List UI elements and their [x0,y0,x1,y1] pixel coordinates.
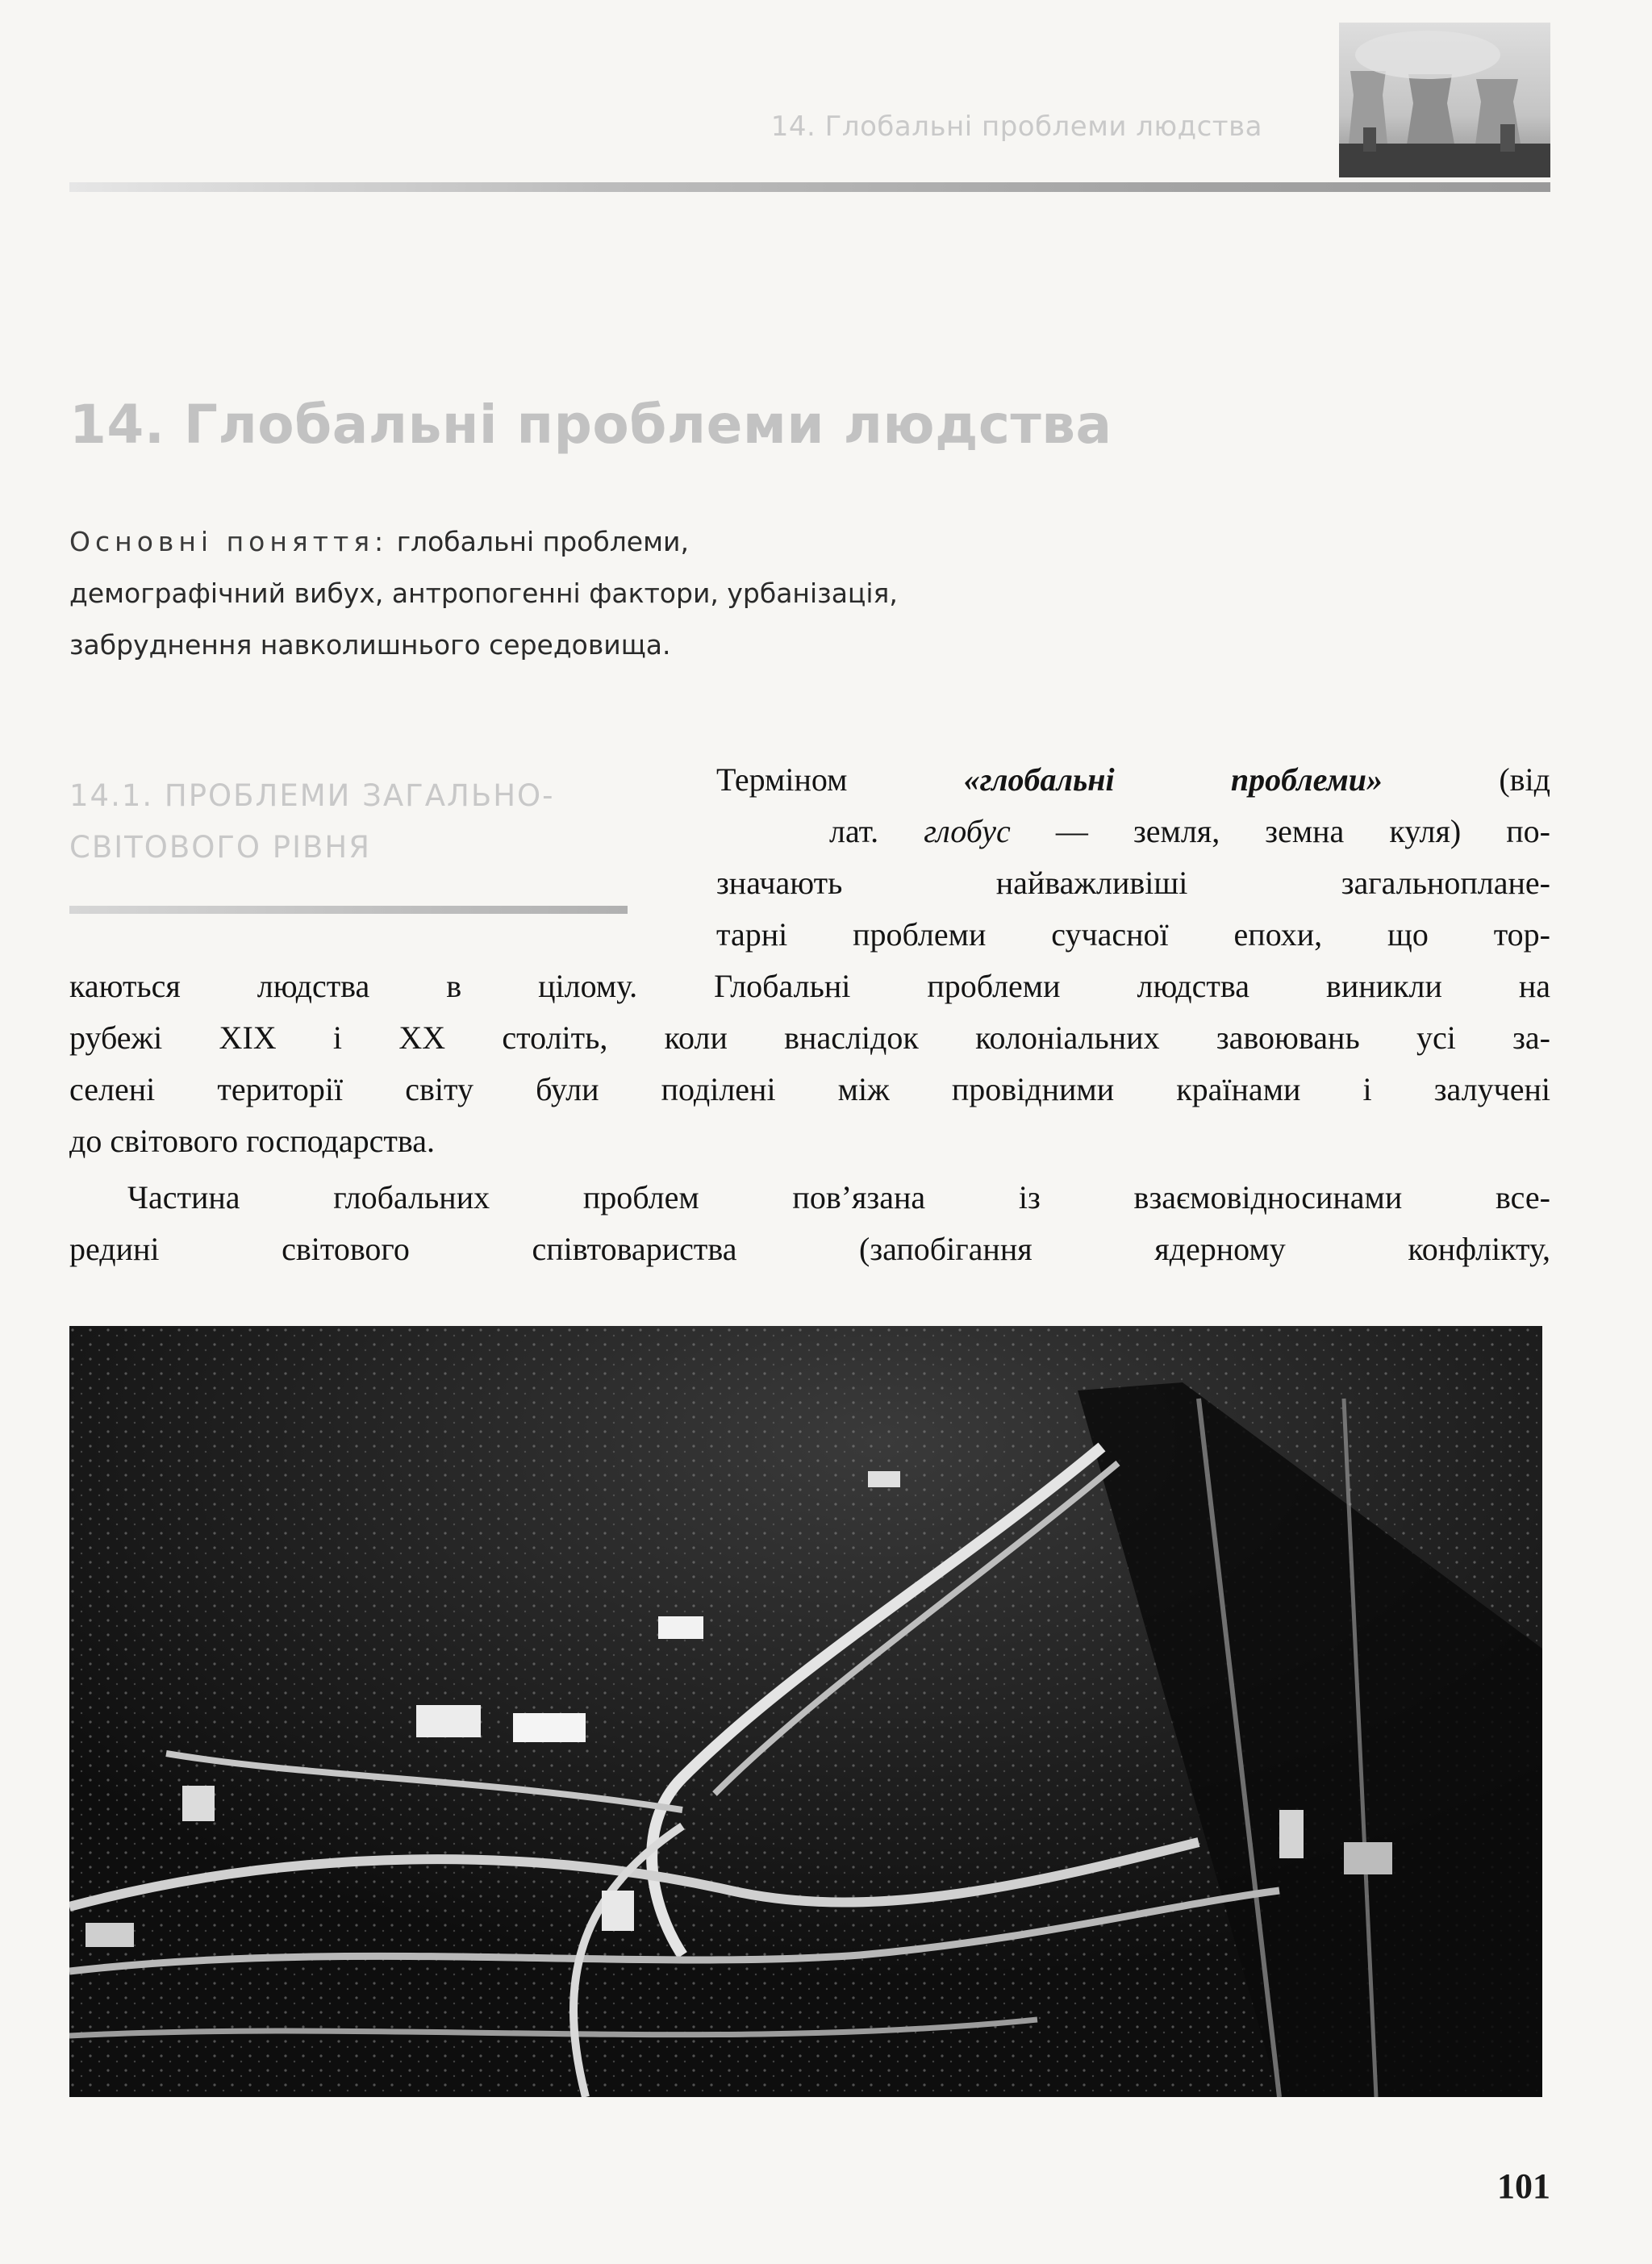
intro-line-2: лат. глобус — земля, земна куля) по- [829,813,1550,849]
key-concepts-label: Основні поняття: [69,526,389,557]
term-global-problems: «глобальні проблеми» [963,761,1383,798]
header-rule [69,182,1550,192]
section-heading-line-2: СВІТОВОГО РІВНЯ [69,830,371,865]
chapter-title: 14. Глобальні проблеми людства [69,394,1112,456]
section-heading-line-1: 14.1. ПРОБЛЕМИ ЗАГАЛЬНО- [69,778,555,813]
intro-line-4: тарні проблеми сучасної епохи, що тор- [716,916,1550,953]
paragraph-1-line-1: каються людства в цілому. Глобальні проблеми людства виникли на [69,968,1550,1004]
paragraph-1-line-4: до світового господарства. [69,1123,435,1159]
term-globus: глобус [924,813,1011,849]
key-concepts [69,516,1118,671]
section-heading [69,770,634,873]
intro-line-1: Терміном «глобальні проблеми» (від [716,761,1550,798]
night-city-photo [69,1326,1542,2097]
page-number: 101 [1497,2166,1550,2206]
paragraph-2-line-1: Частина глобальних проблем пов’язана із взаємовідносинами все- [127,1179,1550,1215]
cooling-towers-photo [1339,23,1550,177]
paragraph-1-line-2: рубежі XIX і XX століть, коли внаслідок колоніальних завоювань усі за- [69,1019,1550,1056]
key-concepts-line-1: глобальні проблеми, [396,526,689,557]
intro-line-3: значають найважливіші загальноплане- [716,865,1550,901]
key-concepts-line-3: забруднення навколишнього середовища. [69,629,671,661]
key-concepts-line-2: демографічний вибух, антропогенні фактори, урбанізація, [69,577,898,609]
paragraph-2-line-2: редині світового співтовариства (запобігання ядерному конфлікту, [69,1231,1550,1267]
running-head: 14. Глобальні проблеми людства [770,110,1262,143]
paragraph-1-line-3: селені території світу були поділені між провідними країнами і залучені [69,1071,1550,1107]
section-rule [69,906,628,914]
